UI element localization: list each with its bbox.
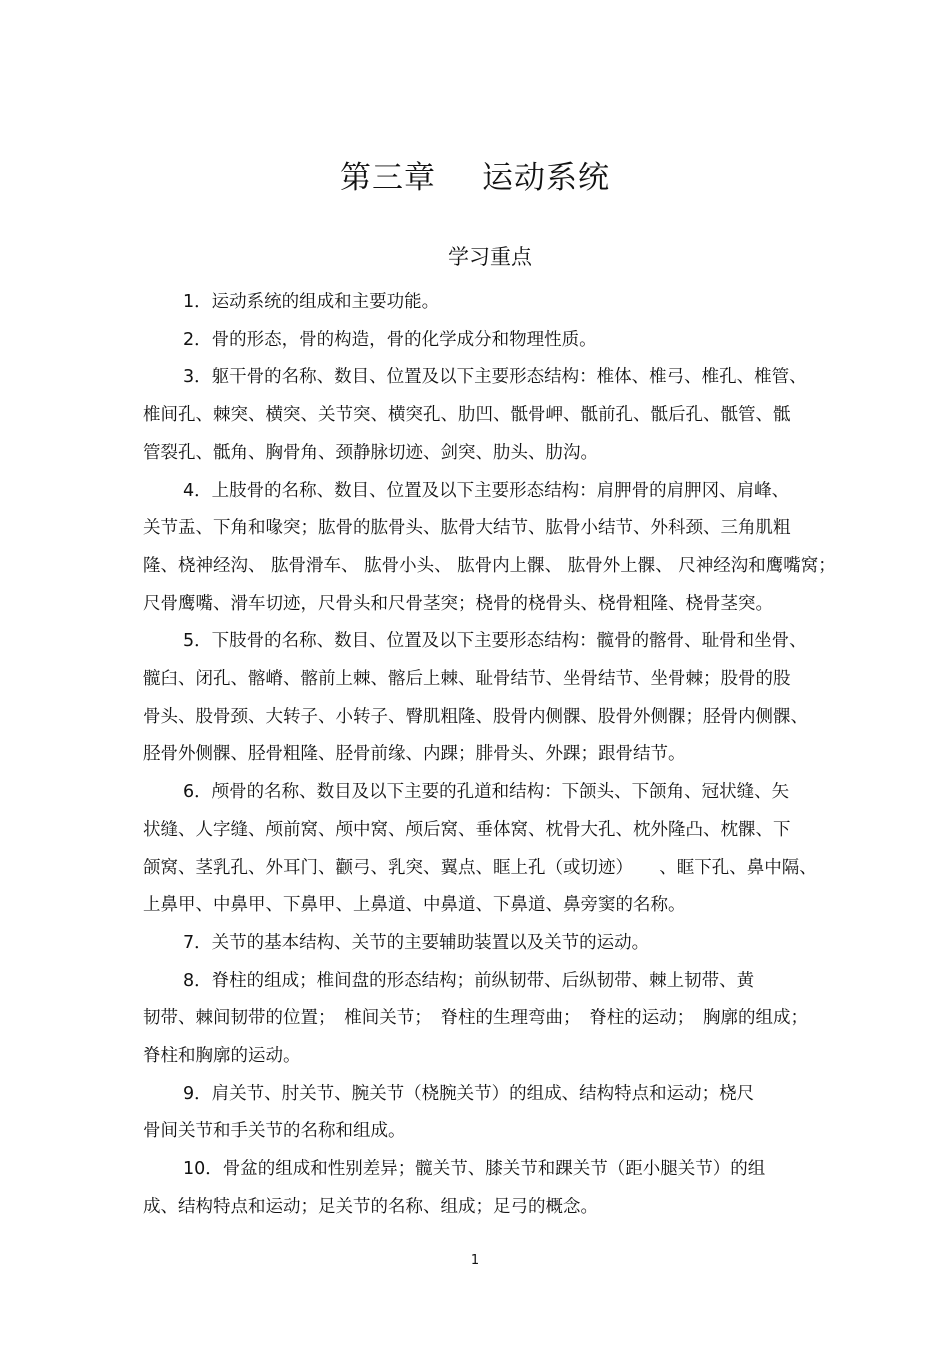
text-line: 椎间孔、棘突、横突、关节突、横突孔、肋凹、骶骨岬、骶前孔、骶后孔、骶管、骶 — [143, 405, 791, 426]
text-line: 6．颅骨的名称、数目及以下主要的孔道和结构：下颌头、下颌角、冠状缝、矢 — [183, 782, 790, 803]
text-line: 骨间关节和手关节的名称和组成。 — [143, 1121, 406, 1142]
key-point-item — [143, 623, 843, 774]
text-line: 4．上肢骨的名称、数目、位置及以下主要形态结构：肩胛骨的肩胛冈、肩峰、 — [183, 480, 790, 501]
text-line: 8．脊柱的组成；椎间盘的形态结构；前纵韧带、后纵韧带、棘上韧带、黄 — [183, 970, 755, 991]
text-line: 脊柱和胸廓的运动。 — [143, 1046, 301, 1067]
key-point-item — [143, 284, 843, 322]
text-line: 管裂孔、骶角、胸骨角、颈静脉切迹、剑突、肋头、肋沟。 — [143, 442, 598, 463]
page-number: 1 — [470, 1253, 480, 1268]
key-point-item — [143, 359, 843, 472]
section-title: 学习重点 — [448, 245, 532, 269]
text-line: 状缝、人字缝、颅前窝、颅中窝、颅后窝、垂体窝、枕骨大孔、枕外隆凸、枕髁、下 — [143, 819, 791, 840]
text-line: 1．运动系统的组成和主要功能。 — [183, 292, 440, 312]
text-line: 成、结构特点和运动；足关节的名称、组成；足弓的概念。 — [143, 1196, 598, 1217]
text-line: 髋臼、闭孔、髂嵴、髂前上棘、髂后上棘、耻骨结节、坐骨结节、坐骨棘；股骨的股 — [143, 669, 791, 690]
text-line: 10．骨盆的组成和性别差异；髋关节、膝关节和踝关节（距小腿关节）的组 — [183, 1159, 766, 1180]
text-line: 尺骨鹰嘴、滑车切迹，尺骨头和尺骨茎突；桡骨的桡骨头、桡骨粗隆、桡骨茎突。 — [143, 593, 773, 614]
text-line: 颌窝、茎乳孔、外耳门、颧弓、乳突、翼点、眶上孔（或切迹） 、眶下孔、鼻中隔、 — [143, 857, 817, 878]
text-line: 胫骨外侧髁、胫骨粗隆、胫骨前缘、内踝；腓骨头、外踝；跟骨结节。 — [143, 744, 686, 765]
chapter-number-label: 第三章 — [340, 160, 436, 196]
text-line: 9．肩关节、肘关节、腕关节（桡腕关节）的组成、结构特点和运动；桡尺 — [183, 1083, 755, 1104]
key-point-item — [143, 1076, 843, 1151]
key-point-item — [143, 473, 843, 624]
text-line: 骨头、股骨颈、大转子、小转子、臀肌粗隆、股骨内侧髁、股骨外侧髁；胫骨内侧髁、 — [143, 706, 808, 727]
chapter-title — [0, 152, 950, 197]
text-line: 关节盂、下角和喙突；肱骨的肱骨头、肱骨大结节、肱骨小结节、外科颈、三角肌粗 — [143, 518, 791, 539]
key-point-item — [143, 1151, 843, 1226]
key-points-list — [143, 284, 843, 1227]
text-line: 7．关节的基本结构、关节的主要辅助装置以及关节的运动。 — [183, 932, 650, 953]
chapter-name: 运动系统 — [482, 160, 610, 196]
text-line: 2．骨的形态，骨的构造，骨的化学成分和物理性质。 — [183, 329, 597, 350]
key-point-item — [143, 925, 843, 963]
text-line: 5．下肢骨的名称、数目、位置及以下主要形态结构：髋骨的髂骨、耻骨和坐骨、 — [183, 631, 807, 652]
key-point-item — [143, 322, 843, 360]
text-line: 隆、桡神经沟、 肱骨滑车、 肱骨小头、 肱骨内上髁、 肱骨外上髁、 尺神经沟和鹰嘴窝； — [143, 555, 836, 576]
key-point-item — [143, 963, 843, 1076]
text-line: 韧带、棘间韧带的位置； 椎间关节； 脊柱的生理弯曲； 脊柱的运动； 胸廓的组成； — [143, 1008, 808, 1029]
text-line: 上鼻甲、中鼻甲、下鼻甲、上鼻道、中鼻道、下鼻道、鼻旁窦的名称。 — [143, 895, 686, 916]
text-line: 3．躯干骨的名称、数目、位置及以下主要形态结构：椎体、椎弓、椎孔、椎管、 — [183, 367, 807, 388]
key-point-item — [143, 774, 843, 925]
